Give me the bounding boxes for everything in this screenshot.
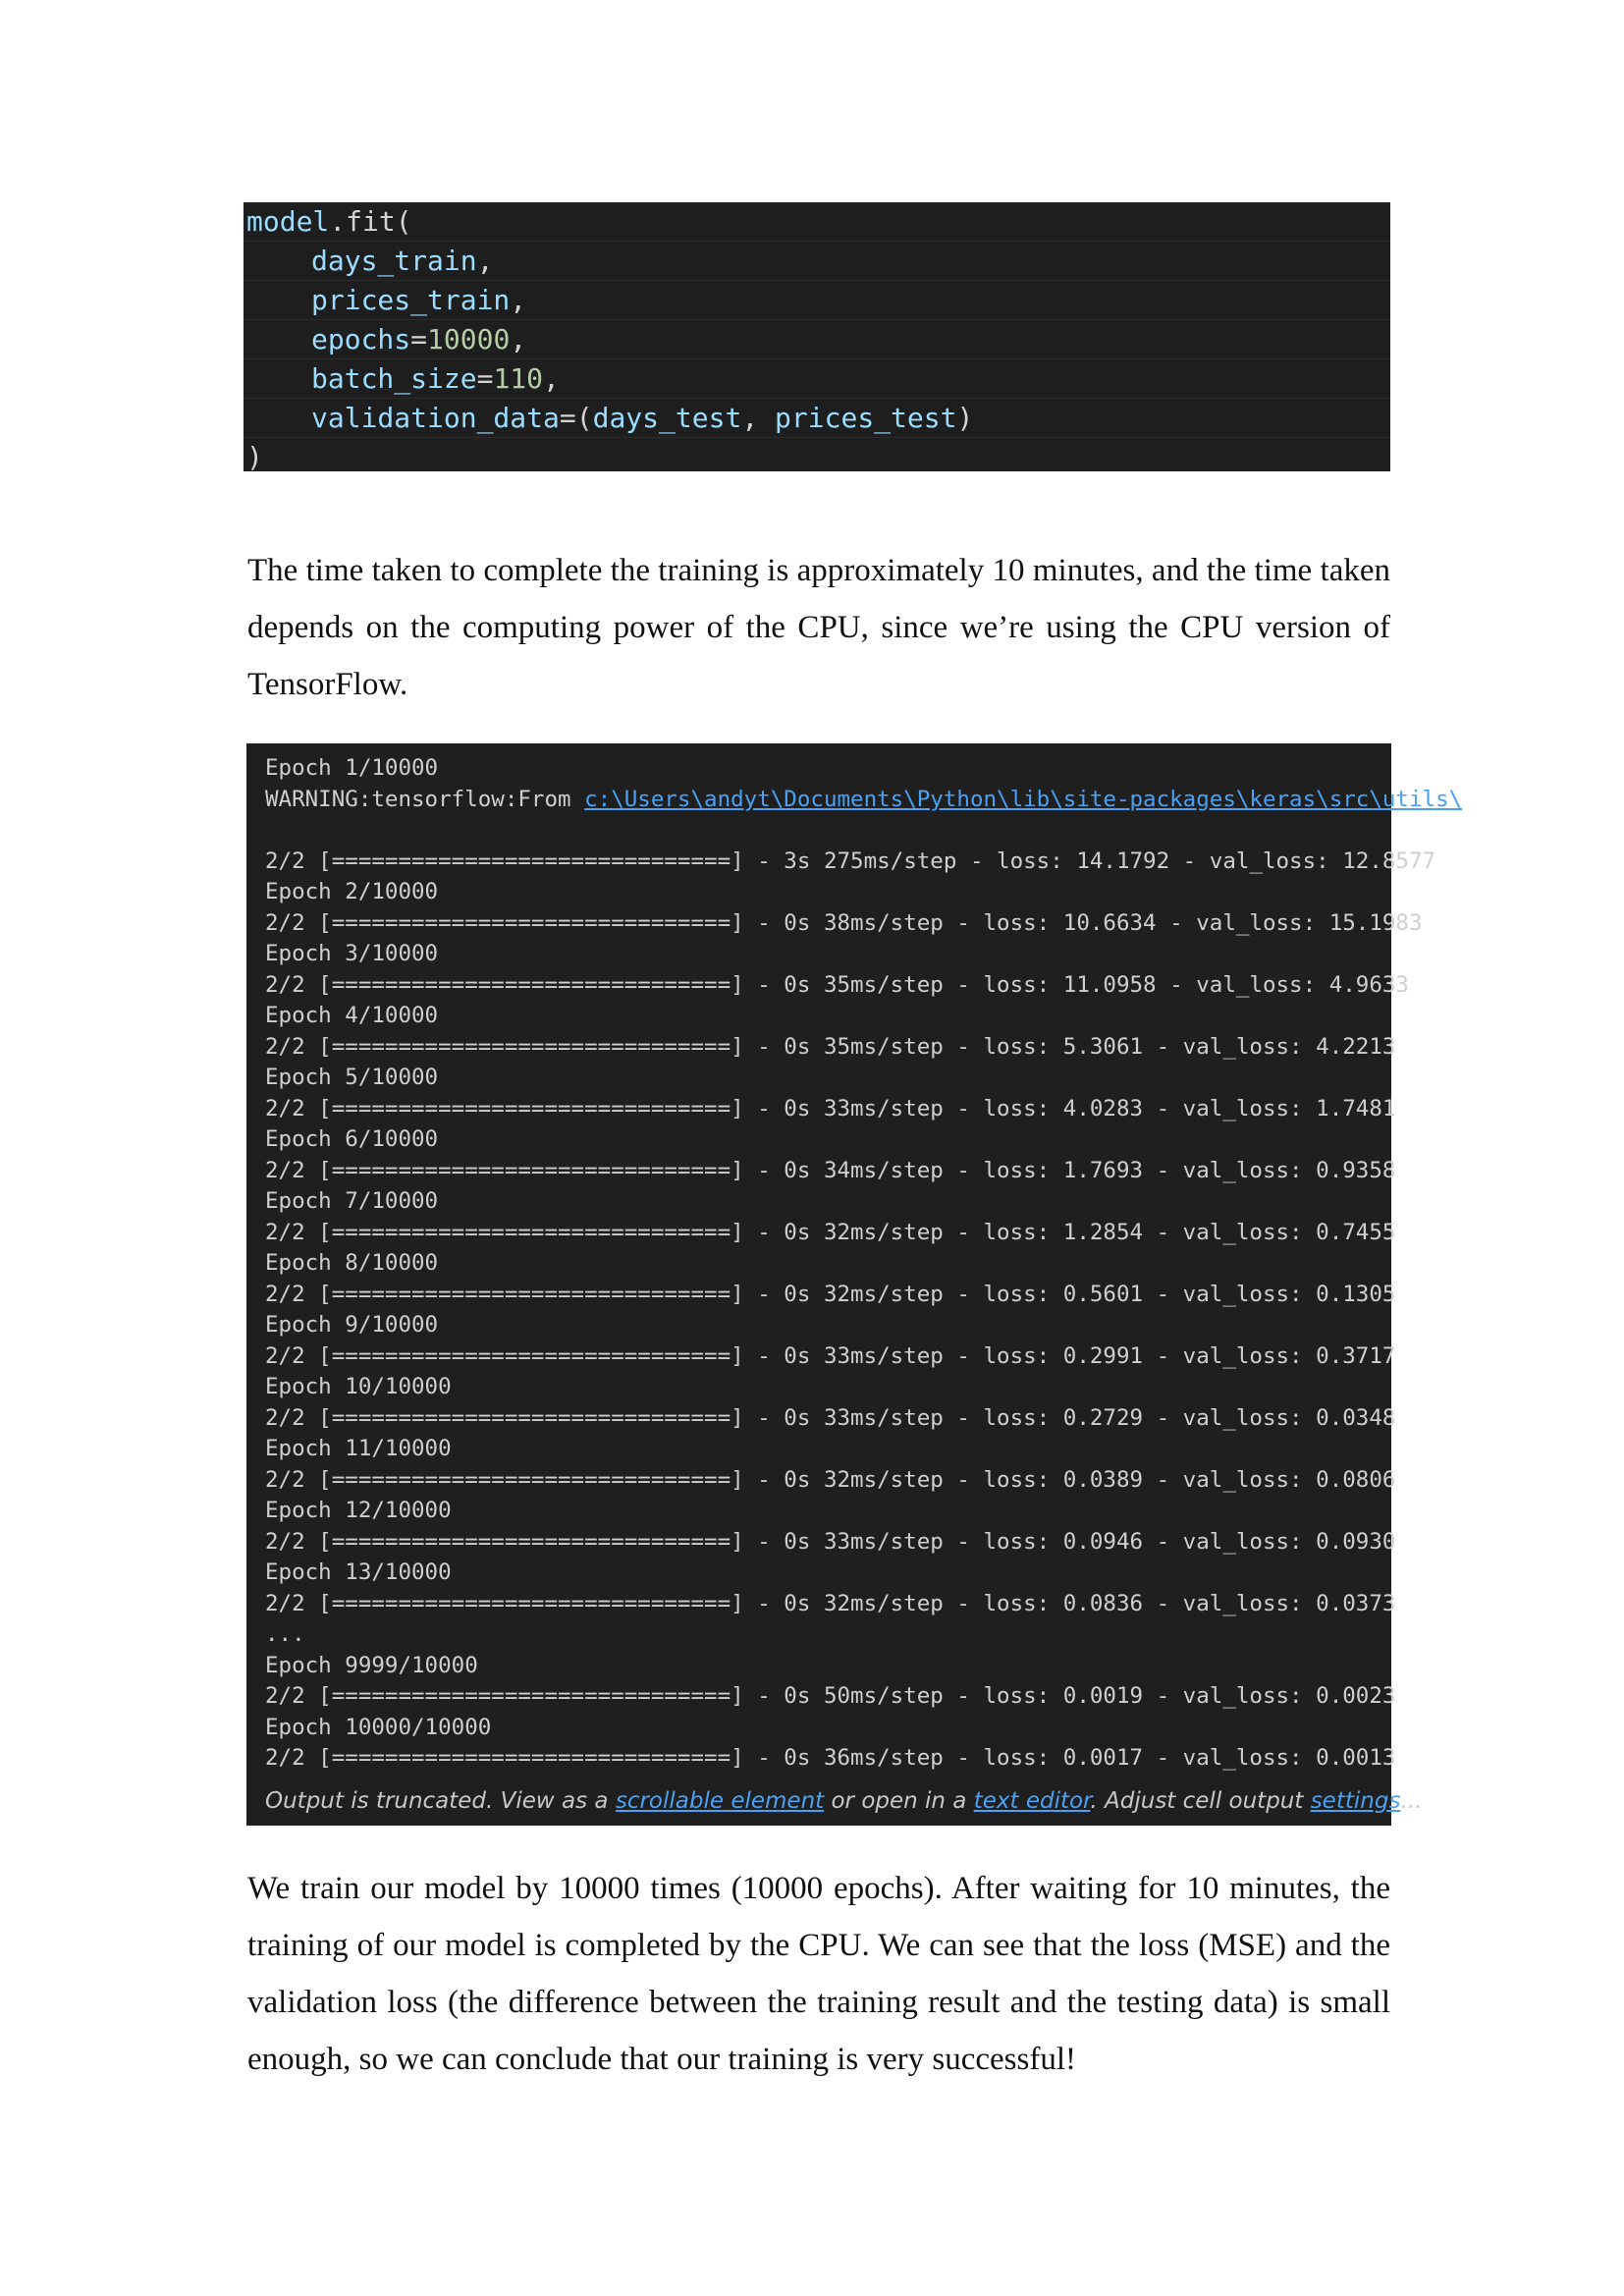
code-token: = <box>476 362 494 395</box>
terminal-line: 2/2 [==============================] - 0s 33ms/step - loss: 0.0946 - val_loss: 0.0930 <box>265 1528 1396 1555</box>
code-token: 10000 <box>427 323 511 355</box>
code-token: . <box>329 205 347 238</box>
code-token: , <box>510 284 527 316</box>
code-token: = <box>559 402 576 434</box>
terminal-line: Epoch 10000/10000 <box>265 1714 492 1740</box>
terminal-line: 2/2 [==============================] - 0s 32ms/step - loss: 1.2854 - val_loss: 0.7455 <box>265 1219 1396 1245</box>
terminal-line: Epoch 8/10000 <box>265 1250 439 1276</box>
terminal-line: Epoch 2/10000 <box>265 879 439 904</box>
terminal-line: Epoch 5/10000 <box>265 1065 439 1090</box>
terminal-line: 2/2 [==============================] - 0s 36ms/step - loss: 0.0017 - val_loss: 0.0013 <box>265 1745 1396 1771</box>
output-truncated-footer <box>265 1788 1422 1814</box>
terminal-line: 2/2 [==============================] - 0s 50ms/step - loss: 0.0019 - val_loss: 0.0023 <box>265 1683 1396 1709</box>
code-line <box>244 320 1390 359</box>
footer-text: . Adjust cell output <box>1090 1788 1311 1814</box>
terminal-line: Epoch 6/10000 <box>265 1126 439 1152</box>
terminal-line: 2/2 [==============================] - 0s 33ms/step - loss: 0.2729 - val_loss: 0.0348 <box>265 1404 1396 1431</box>
code-token: prices_train <box>311 284 511 316</box>
terminal-line: 2/2 [==============================] - 0s 32ms/step - loss: 0.5601 - val_loss: 0.1305 <box>265 1281 1396 1307</box>
terminal-line: Epoch 13/10000 <box>265 1559 452 1585</box>
terminal-line: Epoch 9999/10000 <box>265 1652 478 1678</box>
terminal-line: Epoch 7/10000 <box>265 1188 439 1214</box>
code-line <box>244 438 1390 477</box>
code-line <box>244 399 1390 438</box>
terminal-line: ... <box>265 1621 305 1647</box>
terminal-line: 2/2 [==============================] - 3s 275ms/step - loss: 14.1792 - val_loss: 12.8577 <box>265 847 1436 874</box>
code-token: , <box>476 245 494 277</box>
code-token: , <box>741 402 776 434</box>
terminal-line: 2/2 [==============================] - 0s 32ms/step - loss: 0.0389 - val_loss: 0.0806 <box>265 1466 1396 1493</box>
code-block <box>244 202 1390 471</box>
code-token: , <box>543 362 560 395</box>
code-token: ( <box>395 205 412 238</box>
training-output-terminal[interactable] <box>246 743 1463 1826</box>
code-token: prices_test <box>775 402 957 434</box>
code-token: ) <box>956 402 974 434</box>
text-editor-link[interactable]: text editor <box>973 1788 1091 1814</box>
code-token: fit <box>346 205 396 238</box>
terminal-line: 2/2 [==============================] - 0s 33ms/step - loss: 0.2991 - val_loss: 0.3717 <box>265 1342 1396 1369</box>
code-line <box>244 281 1390 320</box>
code-token: 110 <box>493 362 544 395</box>
code-line <box>244 359 1390 399</box>
code-token: = <box>410 323 428 355</box>
terminal-line: Epoch 11/10000 <box>265 1436 452 1461</box>
code-token: model <box>246 205 330 238</box>
warning-prefix: WARNING:tensorflow:From <box>265 786 585 812</box>
scrollable-element-link[interactable]: scrollable element <box>615 1788 825 1814</box>
terminal-line: Epoch 4/10000 <box>265 1003 439 1028</box>
terminal-line: Epoch 12/10000 <box>265 1498 452 1523</box>
terminal-line: 2/2 [==============================] - 0s 35ms/step - loss: 11.0958 - val_loss: 4.9633 <box>265 971 1409 998</box>
code-token: ) <box>246 441 263 473</box>
code-line <box>244 202 1390 242</box>
settings-link[interactable]: settings <box>1310 1788 1401 1814</box>
terminal-warning-line <box>265 785 1463 816</box>
code-token: ( <box>575 402 593 434</box>
terminal-line: Epoch 1/10000 <box>265 755 439 781</box>
code-token: batch_size <box>311 362 477 395</box>
code-token: days_train <box>311 245 477 277</box>
terminal-line: Epoch 10/10000 <box>265 1374 452 1399</box>
warning-file-link[interactable]: c:\Users\andyt\Documents\Python\lib\site-packages\keras\src\utils\ <box>584 786 1463 812</box>
paragraph-training-time: The time taken to complete the training is approximately 10 minutes, and the time taken depends on the computing power of the CPU, since we’re using the CPU version of TensorFlow. <box>247 553 1390 702</box>
terminal-line: 2/2 [==============================] - 0s 34ms/step - loss: 1.7693 - val_loss: 0.9358 <box>265 1157 1396 1183</box>
code-token: , <box>510 323 527 355</box>
terminal-line: 2/2 [==============================] - 0s 35ms/step - loss: 5.3061 - val_loss: 4.2213 <box>265 1033 1396 1060</box>
terminal-log-lines <box>265 847 1436 1775</box>
code-token: epochs <box>311 323 411 355</box>
paragraph-training-result: We train our model by 10000 times (10000 epochs). After waiting for 10 minutes, the training of our model is completed by the CPU. We can see that the loss (MSE) and the validation loss (the difference between the training result and the testing data) is small enough, so we can conclude that our training is very successful! <box>247 1871 1390 2077</box>
terminal-line: 2/2 [==============================] - 0s 38ms/step - loss: 10.6634 - val_loss: 15.1983 <box>265 909 1423 936</box>
footer-text: Output is truncated. View as a <box>265 1788 616 1814</box>
terminal-line: Epoch 3/10000 <box>265 941 439 966</box>
code-line <box>244 242 1390 281</box>
code-token: days_test <box>592 402 742 434</box>
code-token: validation_data <box>311 402 560 434</box>
terminal-line: 2/2 [==============================] - 0s 32ms/step - loss: 0.0836 - val_loss: 0.0373 <box>265 1590 1396 1616</box>
terminal-line: Epoch 9/10000 <box>265 1312 439 1338</box>
terminal-line: 2/2 [==============================] - 0s 33ms/step - loss: 4.0283 - val_loss: 1.7481 <box>265 1095 1396 1121</box>
footer-text: ... <box>1400 1788 1423 1814</box>
footer-text: or open in a <box>824 1788 974 1814</box>
terminal-blank-line <box>265 815 1391 847</box>
